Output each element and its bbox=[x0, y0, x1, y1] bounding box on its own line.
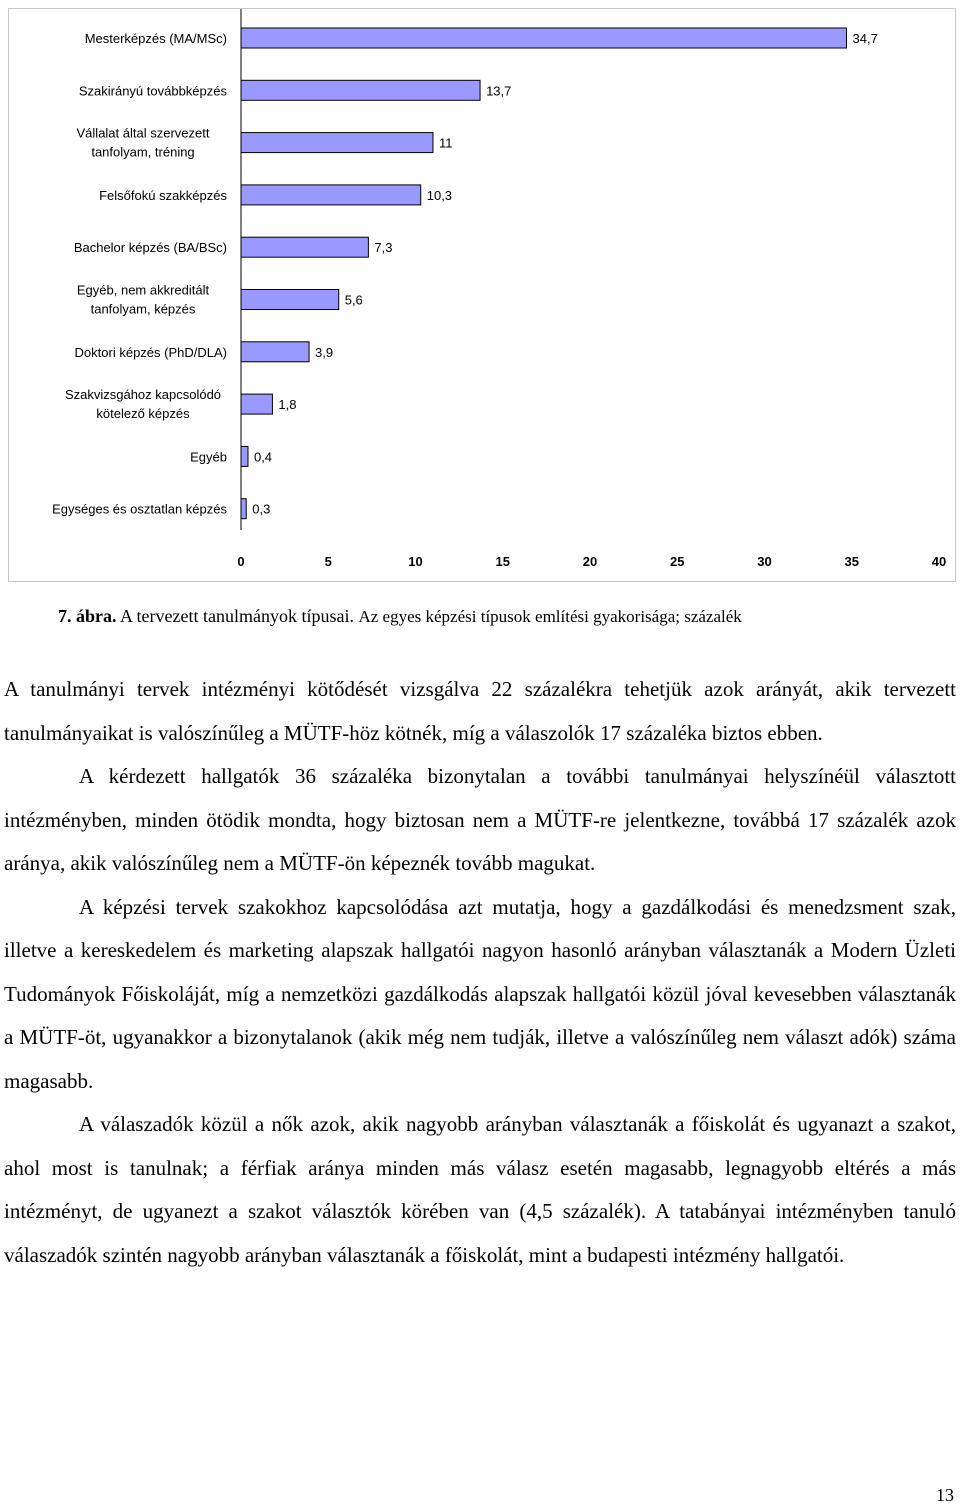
category-label: Vállalat által szervezett tanfolyam, tréning bbox=[76, 125, 210, 160]
x-tick-label: 20 bbox=[582, 554, 598, 569]
category-label: Egyéb bbox=[190, 449, 227, 465]
x-tick-label: 5 bbox=[324, 554, 332, 569]
x-tick-label: 0 bbox=[237, 554, 245, 569]
bar bbox=[241, 237, 368, 257]
bar-chart-frame bbox=[8, 8, 956, 582]
paragraph: A válaszadók közül a nők azok, akik nagyobb arányban választanák a főiskolát és ugyanazt a szakot, ahol most is tanulnak; a férfiak aránya minden más válasz esetén magasabb, legnagyobb eltérés a más intézményt, de ugyanezt a szakot választók körében van (4,5 százalék). A tatabányai intézményben tanuló válaszadók szintén nagyobb arányban választanák a főiskolát, mint a budapesti intézmény hallgatói. bbox=[4, 1112, 956, 1267]
paragraph: A tanulmányi tervek intézményi kötődését vizsgálva 22 százalékra tehetjük azok arányát, akik tervezett tanulmányaikat is valószínűleg a MÜTF-höz kötnék, míg a válaszolók 17 százaléka biztos ebben. bbox=[4, 677, 956, 745]
bar-chart bbox=[9, 9, 955, 581]
value-label: 3,9 bbox=[315, 344, 334, 360]
category-label: Egyéb, nem akkreditált tanfolyam, képzés bbox=[76, 282, 210, 317]
category-label: Szakirányú továbbképzés bbox=[78, 83, 227, 99]
page-number: 13 bbox=[936, 1485, 954, 1505]
bar bbox=[241, 185, 421, 205]
bar bbox=[241, 133, 433, 153]
bar bbox=[241, 28, 847, 48]
figure-title: A tervezett tanulmányok típusai. bbox=[120, 606, 354, 626]
x-tick-label: 35 bbox=[844, 554, 859, 569]
figure-note: Az egyes képzési típusok említési gyakorisága; százalék bbox=[358, 607, 742, 626]
x-tick-label: 10 bbox=[408, 554, 423, 569]
value-label: 0,3 bbox=[252, 501, 271, 517]
x-tick-label: 25 bbox=[670, 554, 685, 569]
paragraph: A képzési tervek szakokhoz kapcsolódása azt mutatja, hogy a gazdálkodási és menedzsment szak, illetve a kereskedelem és marketing alapszak hallgatói nagyon hasonló arányban választanák a Modern Üzleti Tudományok Főiskoláját, míg a nemzetközi gazdálkodás alapszak hallgatói közül jóval kevesebben választanák a MÜTF-öt, ugyanakkor a bizonytalanok (akik még nem tudják, illetve a valószínűleg nem választ adók) száma magasabb. bbox=[4, 894, 956, 1093]
value-label: 11 bbox=[438, 135, 453, 151]
value-label: 10,3 bbox=[426, 187, 453, 203]
x-tick-label: 30 bbox=[757, 554, 772, 569]
x-tick-label: 15 bbox=[495, 554, 510, 569]
figure-number: 7. ábra. bbox=[58, 606, 117, 626]
value-label: 5,6 bbox=[344, 292, 363, 308]
value-label: 13,7 bbox=[486, 83, 512, 99]
bar bbox=[241, 499, 246, 519]
bar bbox=[241, 446, 248, 466]
x-tick-label: 40 bbox=[931, 554, 947, 569]
paragraph: A kérdezett hallgatók 36 százaléka bizonytalan a további tanulmányai helyszínéül választott intézményben, minden ötödik mondta, hogy biztosan nem a MÜTF-re jelentkezne, továbbá 17 százalék azok aránya, akik valószínűleg nem a MÜTF-ön képeznék tovább magukat. bbox=[4, 764, 956, 875]
figure-caption bbox=[58, 604, 938, 629]
category-label: Egységes és osztatlan képzés bbox=[52, 501, 227, 517]
value-label: 34,7 bbox=[852, 31, 878, 46]
bar bbox=[241, 80, 480, 100]
category-label: Felsőfokú szakképzés bbox=[99, 187, 227, 203]
value-label: 1,8 bbox=[278, 397, 297, 413]
value-label: 0,4 bbox=[253, 449, 273, 465]
category-label: Bachelor képzés (BA/BSc) bbox=[73, 240, 227, 256]
category-label: Doktori képzés (PhD/DLA) bbox=[74, 344, 227, 360]
category-label: Mesterképzés (MA/MSc) bbox=[84, 31, 227, 46]
bar bbox=[241, 342, 309, 362]
value-label: 7,3 bbox=[374, 240, 393, 256]
bar bbox=[241, 290, 339, 310]
category-label: Szakvizsgához kapcsolódó kötelező képzés bbox=[64, 387, 222, 422]
body-text bbox=[4, 668, 956, 1277]
bar bbox=[241, 394, 272, 414]
